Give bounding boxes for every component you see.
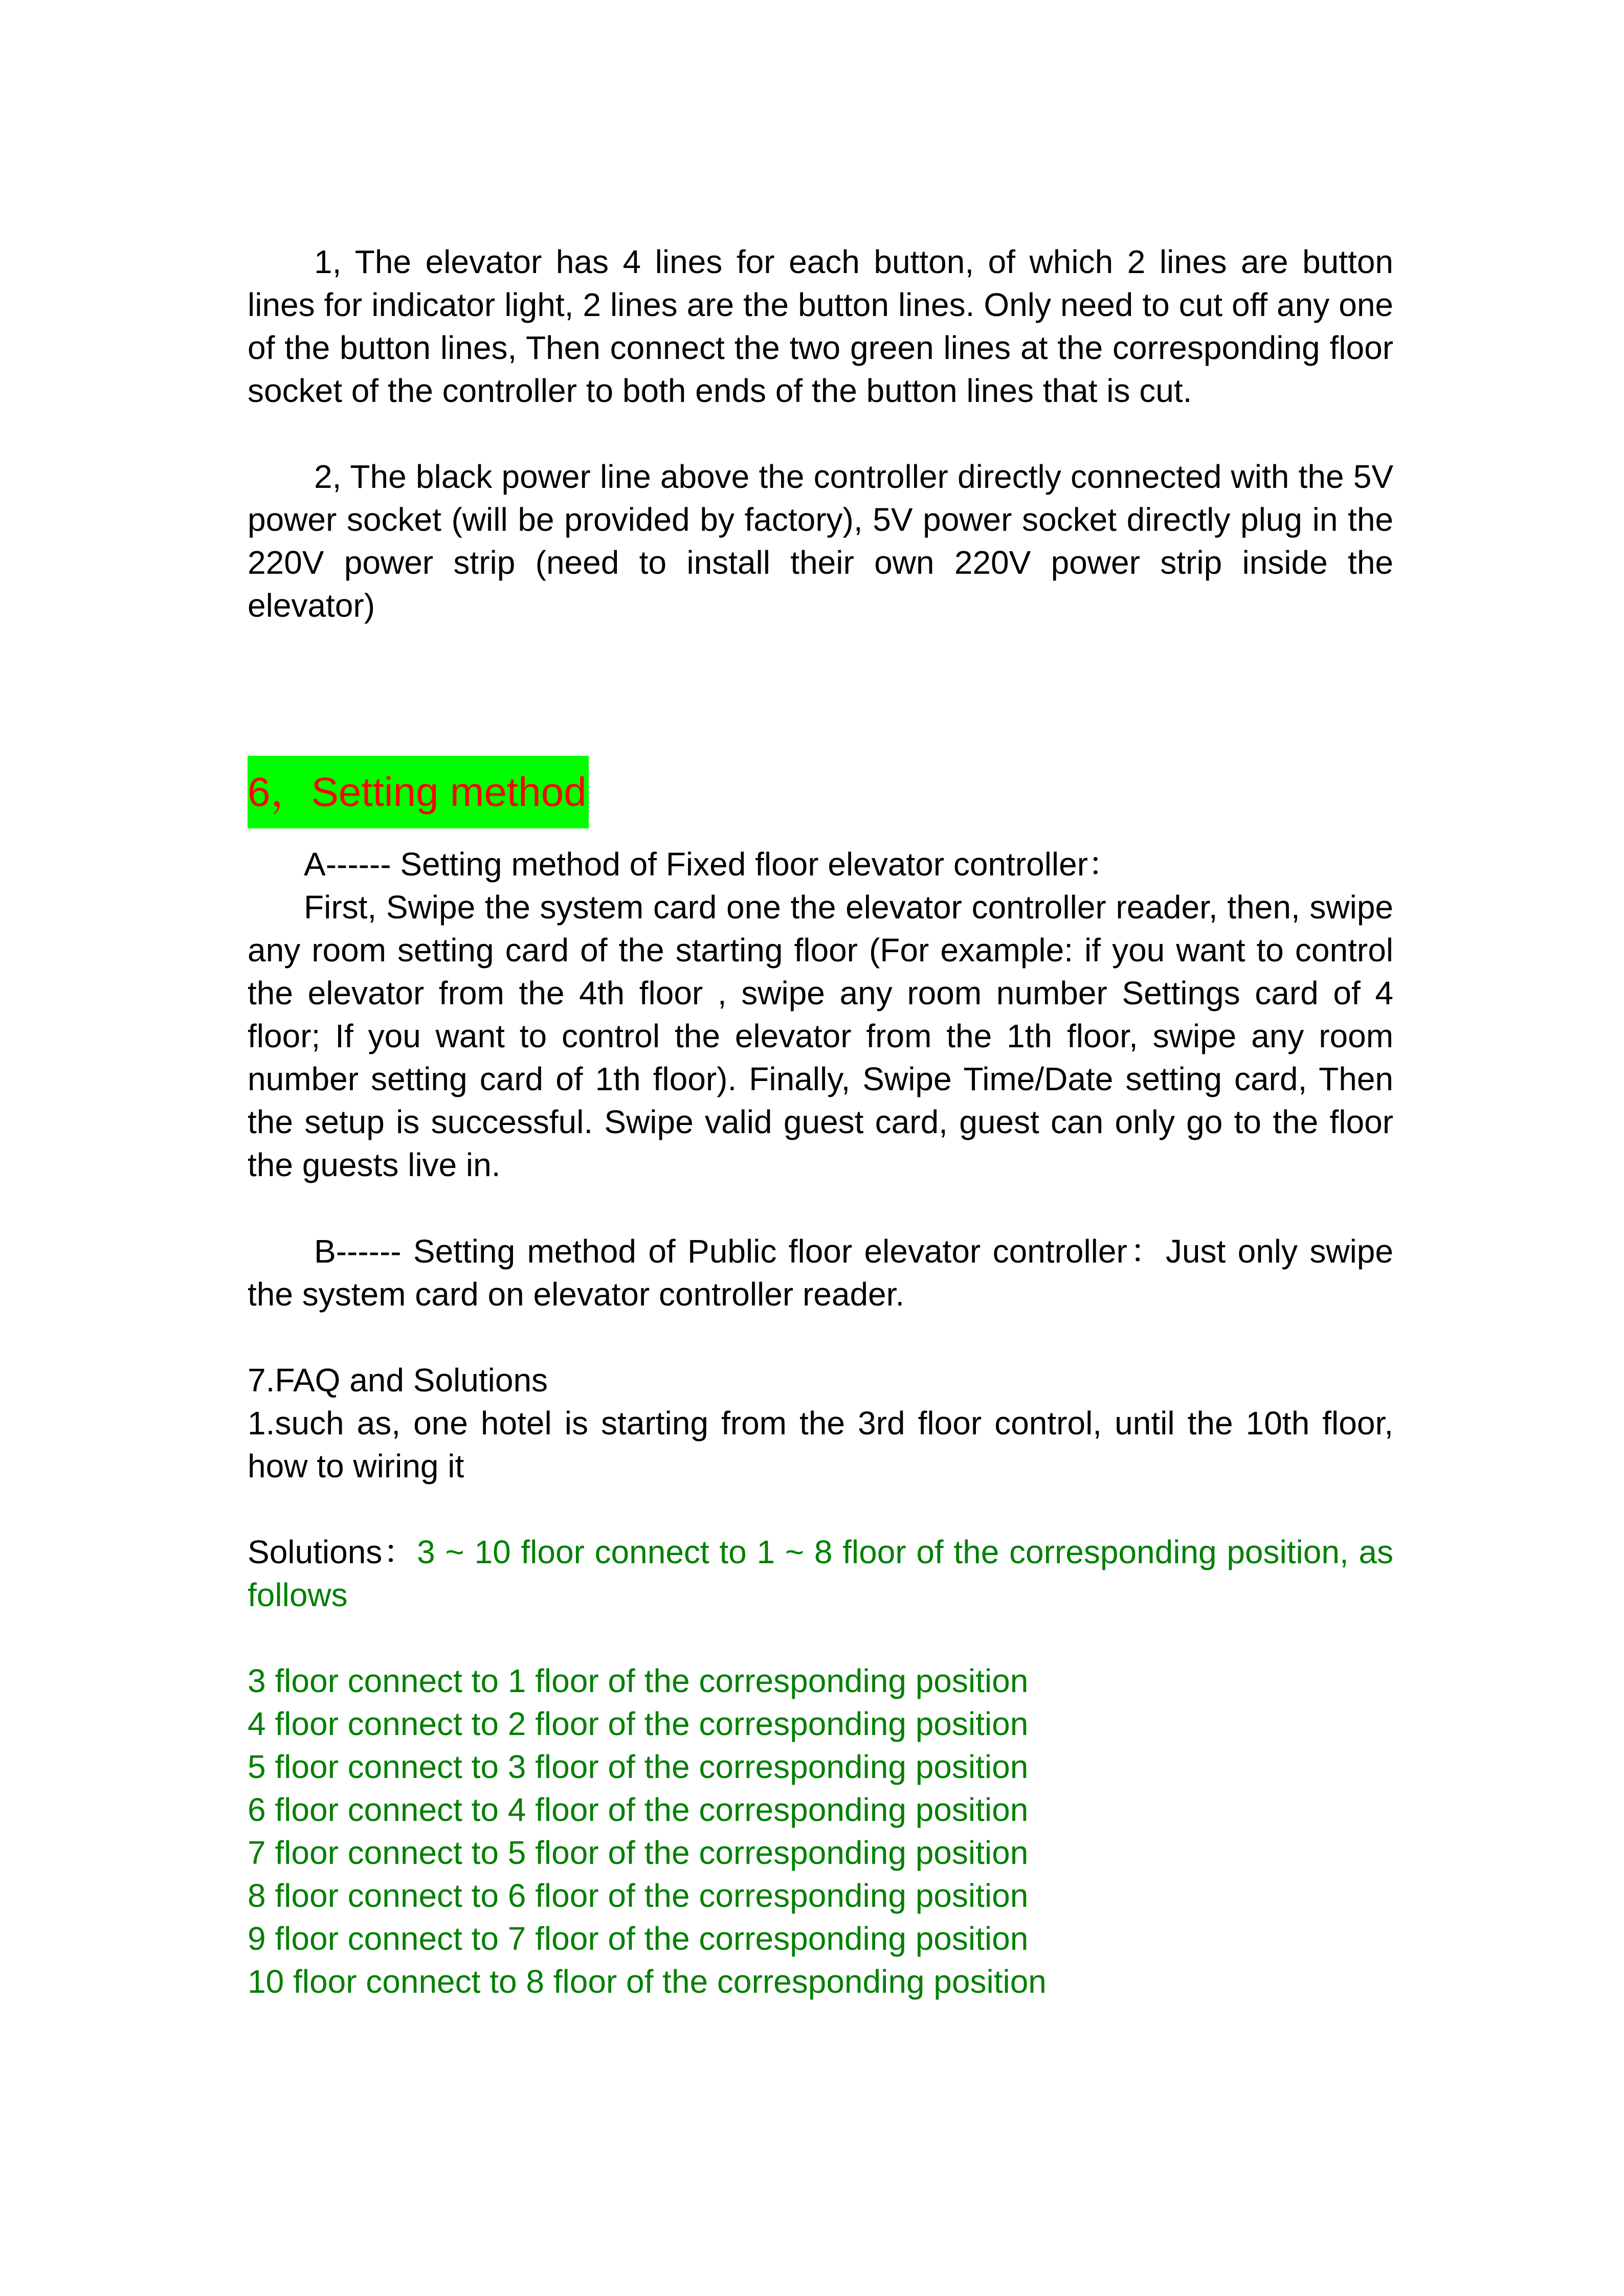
setting-a-title: A------ Setting method of Fixed floor elevator controller： xyxy=(304,846,1121,883)
faq-title: 7.FAQ and Solutions xyxy=(248,1362,548,1399)
floor-mapping-list xyxy=(248,1659,1047,2003)
section-heading-setting-method: 6，Setting method xyxy=(248,756,589,828)
faq-question: 1.such as, one hotel is starting from the 3rd floor control, until the 10th floor, how to wiring it xyxy=(248,1405,1393,1484)
paragraph-button-lines: 1, The elevator has 4 lines for each button, of which 2 lines are button lines for indicator light, 2 lines are the button lines. Only need to cut off any one of the button lines, Then connect the two green lines at the corresponding floor socket of the controller to both ends of the button lines that is cut. xyxy=(248,243,1393,409)
floor-mapping-item: 4 floor connect to 2 floor of the corresponding position xyxy=(248,1705,1029,1742)
floor-mapping-item: 7 floor connect to 5 floor of the corresponding position xyxy=(248,1834,1029,1871)
setting-a-body: First, Swipe the system card one the elevator controller reader, then, swipe any room setting card of the starting floor (For example: if you want to control the elevator from the 4th floor , swipe any room number Settings card of 4 floor; If you want to control the elevator from the 1th floor, swipe any room number setting card of 1th floor). Finally, Swipe Time/Date setting card, Then the setup is successful. Swipe valid guest card, guest can only go to the floor the guests live in. xyxy=(248,889,1393,1183)
solutions-label: Solutions： xyxy=(248,1534,417,1570)
floor-mapping-item: 5 floor connect to 3 floor of the corresponding position xyxy=(248,1748,1029,1785)
floor-mapping-item: 3 floor connect to 1 floor of the corresponding position xyxy=(248,1662,1029,1699)
floor-mapping-item: 6 floor connect to 4 floor of the corresponding position xyxy=(248,1791,1029,1828)
solutions-text: 3 ~ 10 floor connect to 1 ~ 8 floor of the corresponding position, as follows xyxy=(248,1534,1393,1613)
solutions-paragraph xyxy=(248,1530,1393,1616)
floor-mapping-item: 8 floor connect to 6 floor of the corresponding position xyxy=(248,1877,1029,1914)
setting-b-paragraph: B------ Setting method of Public floor elevator controller：Just only swipe the system card on elevator controller reader. xyxy=(248,1233,1393,1313)
paragraph-power-line: 2, The black power line above the controller directly connected with the 5V power socket (will be provided by factory), 5V power socket directly plug in the 220V power strip (need to install their own 220V power strip inside the elevator) xyxy=(248,458,1393,624)
floor-mapping-item: 9 floor connect to 7 floor of the corresponding position xyxy=(248,1920,1029,1957)
floor-mapping-item: 10 floor connect to 8 floor of the corresponding position xyxy=(248,1963,1047,2000)
